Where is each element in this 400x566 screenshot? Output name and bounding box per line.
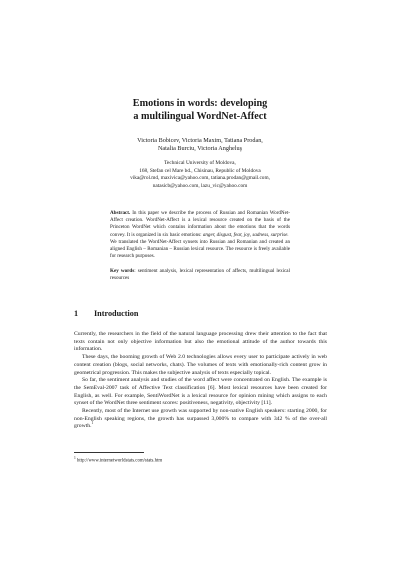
paragraph-2: These days, the booming growth of Web 2.0 technologies allows every user to participate actively in web content creation (blogs, social networks, chats). The volumes of texts with emotionally-rich content grow in geometrical progression. This makes the subjective analysis of texts especially topical.	[74, 354, 327, 376]
section-body	[74, 331, 327, 431]
authors-line-1: Victoria Bobicev, Victoria Maxim, Tatiana Prodan,	[137, 137, 263, 144]
abstract-text-2: We translated the WordNet-Affect synsets into Russian and Romanian and created an aligned English – Romanian – Russian lexical resource. The resource is freely available for research purposes.	[110, 238, 290, 260]
footnote-reference: 1	[91, 421, 94, 426]
section-heading	[74, 309, 138, 319]
keywords-text: : sentiment analysis, lexical representation of affects, multilingual lexical resources	[110, 268, 290, 282]
paper-title	[60, 97, 340, 123]
abstract-label: Abstract.	[110, 210, 131, 216]
footnote-link[interactable]: http://www.internetworldstats.com/stats.htm	[77, 458, 163, 464]
affiliation-line-2: 168, Stefan cel Mare bd., Chisinau, Republic of Moldova	[139, 167, 261, 174]
paragraph-3: So far, the sentiment analysis and studies of the word affect were concentrated on English. The example is the SemEval-2007 task of Affective Text classification [6]. Most lexical resources have been created for English, as well. For example, SentiWordNet is a lexical resource for opinion mining which assigns to each synset of the WordNet three sentiment scores: positiveness, negativity, objectivity [11].	[74, 377, 327, 407]
title-line-2: a multilingual WordNet-Affect	[133, 111, 267, 122]
paragraph-4-text: Recently, most of the Internet use growth was supported by non-native English speakers: starting 2000, for non-English speaking regions, the growth has surpassed 3,000% to compare with 342 % of the over-all growth.	[74, 408, 327, 430]
affiliation-line-3: vika@rol.md, maxivica@yahoo.com, tatiana.prodan@gmail.com,	[130, 175, 270, 182]
paragraph-1: Currently, the researchers in the field of the natural language processing drew their attention to the fact that texts contain not only objective information but also the emotional attitude of the author towards this information.	[74, 331, 327, 353]
footnote-marker: 1	[74, 456, 76, 460]
title-line-1: Emotions in words: developing	[132, 98, 268, 109]
footnote-divider	[74, 452, 144, 453]
affiliation	[60, 160, 340, 190]
author-list	[60, 137, 340, 153]
footnote	[74, 455, 162, 465]
abstract-emotions: anger, disgust, fear, joy, sadness, surprise.	[202, 231, 289, 238]
paragraph-4	[74, 408, 327, 431]
affiliation-line-4: natasicb@yahoo.com, lazu_vic@yahoo.com	[152, 182, 248, 189]
affiliation-line-1: Technical University of Moldova,	[164, 160, 236, 166]
keywords	[110, 268, 290, 282]
section-title: Introduction	[94, 309, 139, 318]
abstract	[110, 210, 290, 260]
authors-line-2: Natalia Burciu, Victoria Angheluş	[157, 145, 243, 153]
keywords-label: Key words	[110, 268, 135, 274]
abstract-text-1: In this paper we describe the process of Russian and Romanian WordNet-Affect creation. WordNet-Affect is a lexical resource created on the basis of the Princeton WordNet which contains information about the emotions that the words convey. It is organized in six basic emotions:	[110, 210, 290, 238]
section-number: 1	[74, 309, 79, 318]
